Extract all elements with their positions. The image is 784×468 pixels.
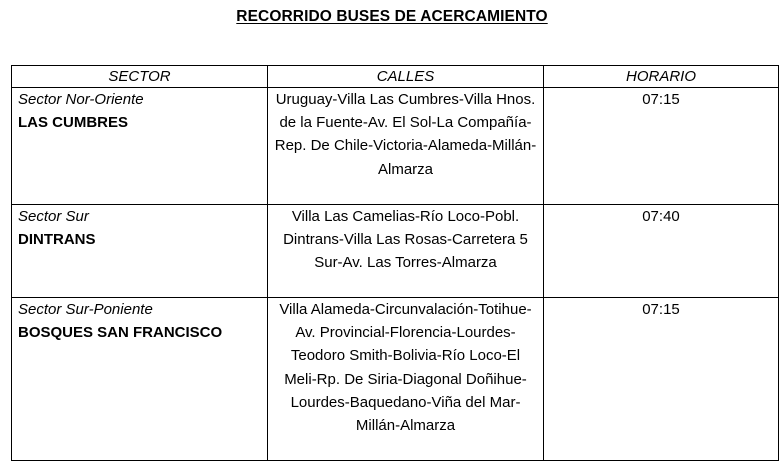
table-row [12,205,779,298]
sector-name: LAS CUMBRES [18,114,129,131]
sector-name: DINTRANS [18,231,96,248]
bus-route-table [11,65,779,461]
sector-cell [12,88,268,205]
sector-label: Sector Nor-Oriente [18,91,144,108]
table-row [12,298,779,461]
header-calles: CALLES [268,66,544,88]
calles-cell: Uruguay-Villa Las Cumbres-Villa Hnos. de la Fuente-Av. El Sol-La Compañía-Rep. De Chile-Victoria-Alameda-Millán-Almarza [268,88,544,205]
sector-cell [12,298,268,461]
header-sector: SECTOR [12,66,268,88]
sector-name: BOSQUES SAN FRANCISCO [18,324,223,341]
table-header-row [12,66,779,88]
document-title: RECORRIDO BUSES DE ACERCAMIENTO [236,8,548,25]
calles-cell: Villa Alameda-Circunvalación-Totihue-Av. Provincial-Florencia-Lourdes-Teodoro Smith-Bolivia-Río Loco-El Meli-Rp. De Siria-Diagonal Doñihue-Lourdes-Baquedano-Viña del Mar-Millán-Almarza [268,298,544,461]
header-horario: HORARIO [544,66,779,88]
sector-cell [12,205,268,298]
sector-label: Sector Sur [18,208,89,225]
table-row [12,88,779,205]
horario-cell: 07:15 [544,88,779,205]
horario-cell: 07:15 [544,298,779,461]
sector-label: Sector Sur-Poniente [18,301,153,318]
horario-cell: 07:40 [544,205,779,298]
calles-cell: Villa Las Camelias-Río Loco-Pobl. Dintrans-Villa Las Rosas-Carretera 5 Sur-Av. Las Torres-Almarza [268,205,544,298]
